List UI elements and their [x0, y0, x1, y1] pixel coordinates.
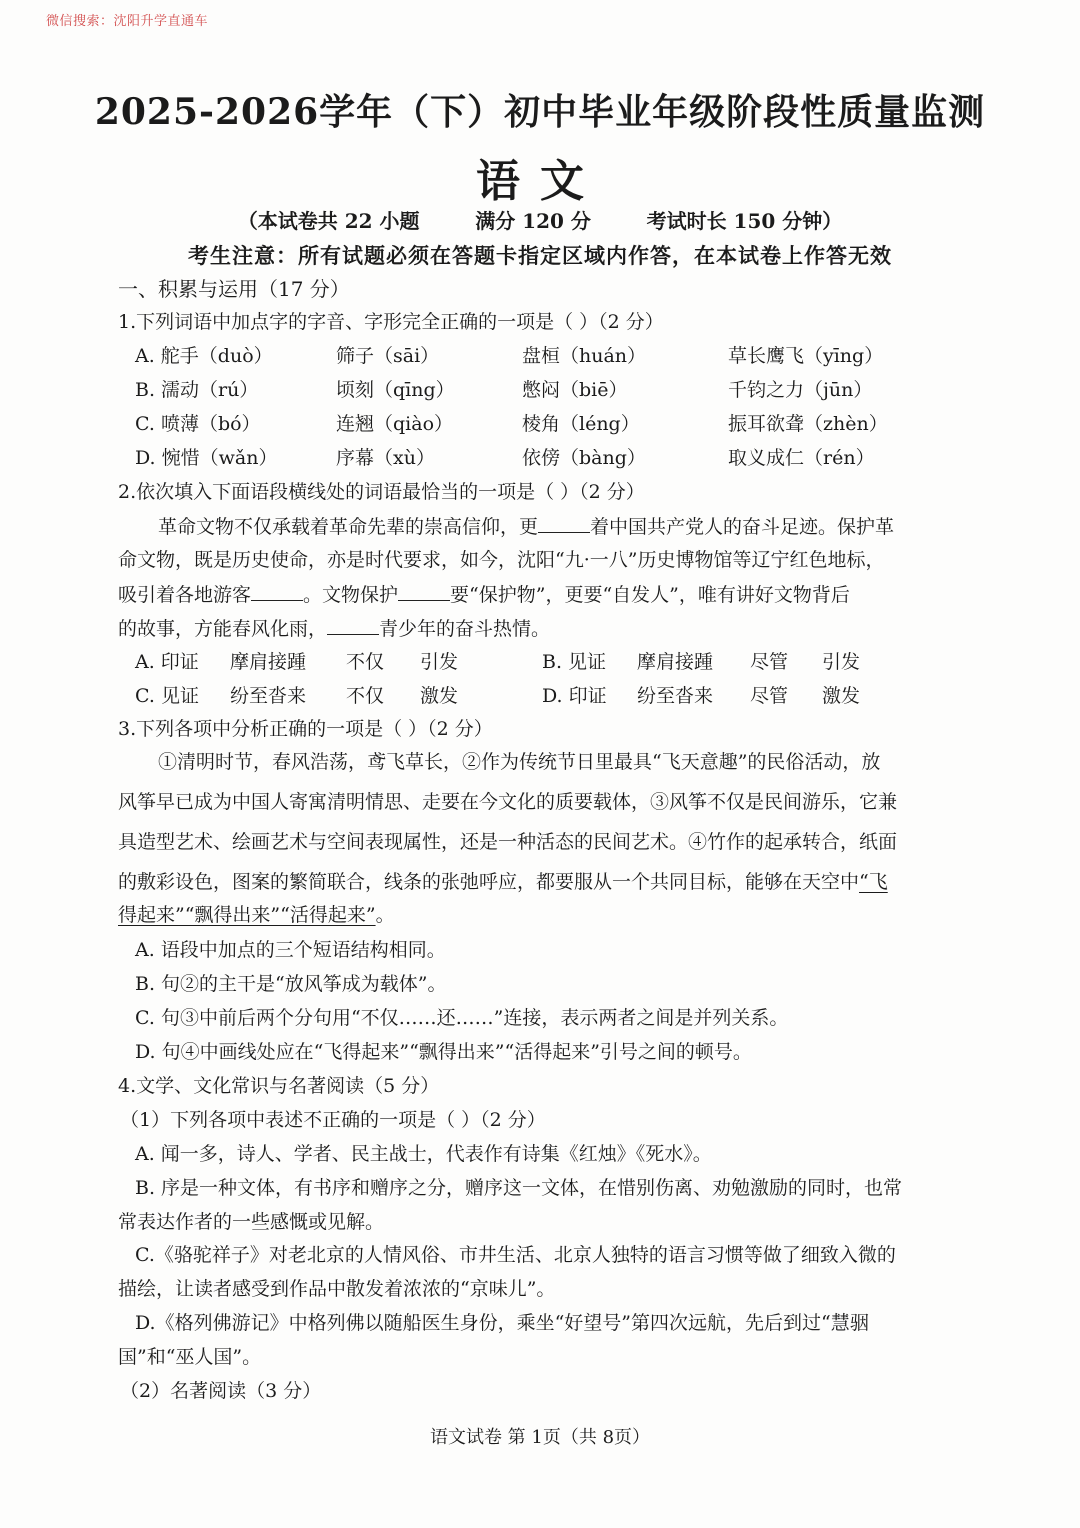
- question-4-stem: 4.文学、文化常识与名著阅读（5 分）: [118, 1075, 440, 1097]
- q2-option-cell: 尽管: [750, 651, 789, 673]
- q3-passage-line: 风筝早已成为中国人寄寓清明情思、走要在今文化的质要载体，③风筝不仅是民间游乐，它兼: [118, 791, 898, 813]
- question-4-sub1: （1）下列各项中表述不正确的一项是（ ）（2 分）: [120, 1109, 546, 1131]
- q2-option-cell: 不仅: [346, 651, 385, 673]
- q3-passage-line: ①清明时节，春风浩荡，鸢飞草长，②作为传统节日里最具“飞天意趣”的民俗活动，放: [158, 751, 881, 773]
- q2-option-cell: B. 见证: [542, 651, 607, 673]
- exam-title: 2025-2026学年（下）初中毕业年级阶段性质量监测: [94, 91, 986, 133]
- q4-option-continued: 常表达作者的一些感慨或见解。: [118, 1211, 385, 1233]
- q2-passage-line: [158, 514, 894, 539]
- answer-blank: [251, 582, 303, 601]
- q4-option: C.《骆驼祥子》对老北京的人情风俗、市井生活、北京人独特的语言习惯等做了细致入微的: [135, 1244, 896, 1266]
- q1-option-row: [0, 344, 1080, 368]
- q2-option-cell: 纷至沓来: [230, 685, 307, 707]
- q2-option-cell: 引发: [420, 651, 459, 673]
- q1-cell: D. 惋惜（wǎn）: [135, 447, 278, 469]
- q3-underlined-text: 得起来”“飘得出来”“活得起来”: [118, 904, 376, 926]
- q3-option: C. 句③中前后两个分句用“不仅……还……”连接，表示两者之间是并列关系。: [135, 1007, 789, 1029]
- q2-option-cell: A. 印证: [135, 651, 199, 673]
- q4-option: B. 序是一种文体，有书序和赠序之分，赠序这一文体，在惜别伤离、劝勉激励的同时，也常: [135, 1177, 903, 1199]
- q4-option-continued: 描绘，让读者感受到作品中散发着浓浓的“京味儿”。: [118, 1278, 556, 1300]
- q2-passage-line: [118, 582, 966, 607]
- q2-option-cell: 纷至沓来: [637, 685, 714, 707]
- q3-option: B. 句②的主干是“放风筝成为载体”。: [135, 973, 447, 995]
- q2-text: 。文物保护: [303, 584, 399, 606]
- q2-passage-line: 命文物，既是历史使命，亦是时代要求，如今，沈阳“九·一八”历史博物馆等辽宁红色地标，: [118, 549, 885, 571]
- q2-text: 要“保护物”，更要“自发人”，唯有讲好文物背后: [450, 584, 850, 606]
- question-4-sub2: （2）名著阅读（3 分）: [120, 1380, 322, 1402]
- exam-subject: 语文: [476, 156, 604, 207]
- q1-cell: 千钧之力（jūn）: [728, 379, 873, 401]
- q1-cell: 棱角（léng）: [522, 413, 640, 435]
- q1-option-row: [0, 446, 1080, 470]
- q2-text: 吸引着各地游客: [118, 584, 252, 606]
- q1-option-row: [0, 412, 1080, 436]
- exam-notice: 考生注意：所有试题必须在答题卡指定区域内作答，在本试卷上作答无效: [188, 243, 892, 268]
- q2-option-cell: 激发: [420, 685, 459, 707]
- q1-cell: A. 舵手（duò）: [135, 345, 273, 367]
- q2-option-cell: 激发: [822, 685, 861, 707]
- q3-passage-line: [118, 903, 966, 927]
- q2-text: 着中国共产党人的奋斗足迹。保护革: [590, 516, 895, 538]
- q3-option: D. 句④中画线处应在“飞得起来”“飘得出来”“活得起来”引号之间的顿号。: [135, 1041, 752, 1063]
- q4-option: D.《格列佛游记》中格列佛以随船医生身份，乘坐“好望号”第四次远航，先后到过“慧骃: [135, 1312, 869, 1334]
- q2-option-cell: C. 见证: [135, 685, 199, 707]
- q1-cell: 依傍（bàng）: [522, 447, 646, 469]
- q2-text: 青少年的奋斗热情。: [379, 618, 551, 640]
- q1-cell: 取义成仁（rén）: [728, 447, 875, 469]
- q3-text: 的敷彩设色，图案的繁简联合，线条的张弛呼应，都要服从一个共同目标，能够在天空中: [118, 871, 860, 893]
- question-1-stem: 1.下列词语中加点字的字音、字形完全正确的一项是（ ）（2 分）: [118, 311, 664, 333]
- page-footer: 语文试卷 第 1页（共 8页）: [429, 1427, 651, 1448]
- q1-cell: 顷刻（qīng）: [336, 379, 455, 401]
- question-2-stem: 2.依次填入下面语段横线处的词语最恰当的一项是（ ）（2 分）: [118, 481, 645, 503]
- q3-underlined-text: “飞: [859, 871, 888, 893]
- q2-text: 的故事，方能春风化雨，: [118, 618, 328, 640]
- exam-meta: （本试卷共 22 小题 满分 120 分 考试时长 150 分钟）: [237, 209, 843, 233]
- q1-option-row: [0, 378, 1080, 402]
- q1-cell: 振耳欲聋（zhèn）: [728, 413, 888, 435]
- q2-option-cell: 引发: [822, 651, 861, 673]
- q1-cell: C. 喷薄（bó）: [135, 413, 261, 435]
- q1-cell: 序幕（xù）: [336, 447, 435, 469]
- q4-option-continued: 国”和“巫人国”。: [118, 1346, 262, 1368]
- q1-cell: 盘桓（huán）: [522, 345, 647, 367]
- q2-option-row: [0, 650, 1080, 674]
- q3-passage-line: [118, 870, 966, 894]
- q1-cell: 筛子（sāi）: [336, 345, 440, 367]
- q1-cell: B. 濡动（rú）: [135, 379, 259, 401]
- watermark-text: 微信搜索：沈阳升学直通车: [46, 14, 209, 29]
- section-heading: 一、积累与运用（17 分）: [118, 277, 350, 301]
- q1-cell: 连翘（qiào）: [336, 413, 454, 435]
- q3-option: A. 语段中加点的三个短语结构相同。: [135, 939, 446, 961]
- answer-blank: [327, 616, 379, 635]
- q2-text: 革命文物不仅承载着革命先辈的崇高信仰，更: [158, 516, 539, 538]
- q2-option-cell: 摩肩接踵: [230, 651, 307, 673]
- q3-passage-line: 具造型艺术、绘画艺术与空间表现属性，还是一种活态的民间艺术。④竹作的起承转合，纸面: [118, 831, 898, 853]
- q1-cell: 草长鹰飞（yīng）: [728, 345, 884, 367]
- q2-option-cell: 摩肩接踵: [637, 651, 714, 673]
- q2-option-row: [0, 684, 1080, 708]
- answer-blank: [538, 514, 590, 533]
- q4-option: A. 闻一多，诗人、学者、民主战士，代表作有诗集《红烛》《死水》。: [135, 1143, 712, 1165]
- q2-passage-line: [118, 616, 966, 641]
- q1-cell: 憋闷（biē）: [522, 379, 628, 401]
- q2-option-cell: D. 印证: [542, 685, 607, 707]
- question-3-stem: 3.下列各项中分析正确的一项是（ ）（2 分）: [118, 718, 493, 740]
- answer-blank: [398, 582, 450, 601]
- q2-option-cell: 不仅: [346, 685, 385, 707]
- q3-text: 。: [375, 904, 395, 926]
- q2-option-cell: 尽管: [750, 685, 789, 707]
